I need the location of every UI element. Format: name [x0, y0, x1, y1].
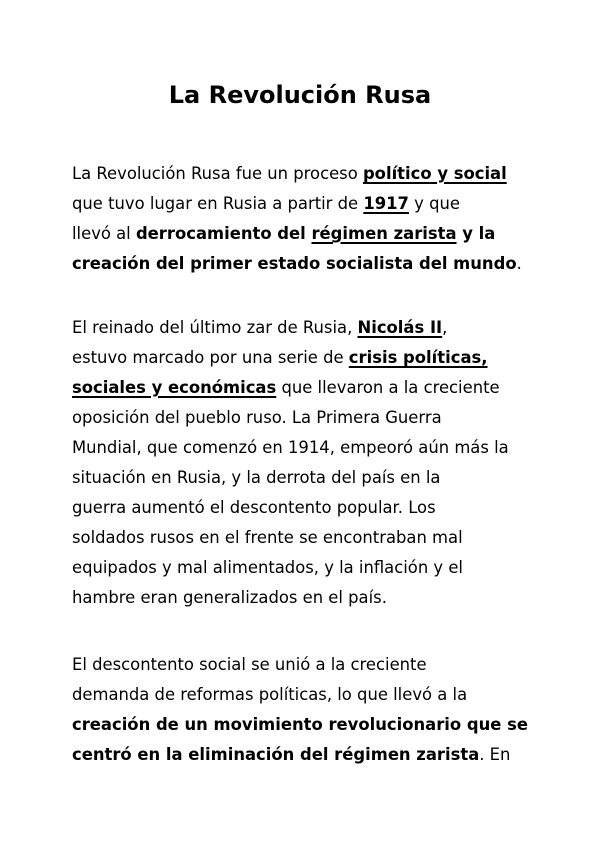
p2-line-10: hambre eran generalizados en el país. — [72, 588, 387, 607]
p2-line-9: equipados y mal alimentados, y la inflación y el — [72, 558, 463, 577]
p1-text: . — [516, 254, 522, 273]
p1-text: que tuvo lugar en Rusia a partir de — [72, 194, 364, 213]
p3-line-1: El descontento social se unió a la creciente — [72, 655, 427, 674]
emphasis-year-1917: 1917 — [363, 194, 409, 213]
p2-text: , — [442, 318, 448, 337]
emphasis-nicolas-ii: Nicolás II — [357, 318, 443, 337]
p2-text: estuvo marcado por una serie de — [72, 348, 349, 367]
p2-line-3 — [72, 373, 542, 403]
p1-line-1 — [72, 159, 542, 189]
p1-text: llevó al — [72, 224, 136, 243]
paragraph-1 — [72, 159, 542, 279]
p3-text: . En — [479, 745, 511, 764]
emphasis-estado-socialista: creación del primer estado socialista del mundo — [72, 254, 517, 273]
p2-line-5: Mundial, que comenzó en 1914, empeoró aún más la — [72, 438, 509, 457]
p2-line-7: guerra aumentó el descontento popular. Los — [72, 498, 436, 517]
p3-line-3: creación de un movimiento revolucionario que se — [72, 715, 528, 734]
paragraph-3 — [72, 650, 542, 770]
paragraph-2 — [72, 313, 542, 613]
emphasis-sociales-economicas: sociales y económicas — [72, 378, 277, 397]
p2-line-6: situación en Rusia, y la derrota del país en la — [72, 468, 441, 487]
emphasis-y-la: y la — [456, 224, 496, 243]
p2-text: que llevaron a la creciente — [276, 378, 500, 397]
emphasis-crisis-politicas: crisis políticas, — [348, 348, 488, 367]
emphasis-derrocamiento: derrocamiento del — [135, 224, 312, 243]
emphasis-regimen-zarista: régimen zarista — [311, 224, 457, 243]
p1-line-4 — [72, 249, 542, 279]
p2-line-8: soldados rusos en el frente se encontraban mal — [72, 528, 463, 547]
p1-text: y que — [408, 194, 460, 213]
p2-text: El reinado del último zar de Rusia, — [72, 318, 358, 337]
p2-line-2 — [72, 343, 542, 373]
p2-line-1 — [72, 313, 542, 343]
p3-line-4 — [72, 740, 542, 770]
p3-line-2: demanda de reformas políticas, lo que llevó a la — [72, 685, 468, 704]
emphasis-politico-social: político y social — [362, 164, 507, 183]
p1-text: La Revolución Rusa fue un proceso — [72, 164, 363, 183]
p2-line-4: oposición del pueblo ruso. La Primera Guerra — [72, 408, 442, 427]
p1-line-3 — [72, 219, 542, 249]
page-title: La Revolución Rusa — [168, 81, 432, 109]
p1-line-2 — [72, 189, 542, 219]
emphasis-eliminacion-regimen: centró en la eliminación del régimen zarista — [72, 745, 480, 764]
